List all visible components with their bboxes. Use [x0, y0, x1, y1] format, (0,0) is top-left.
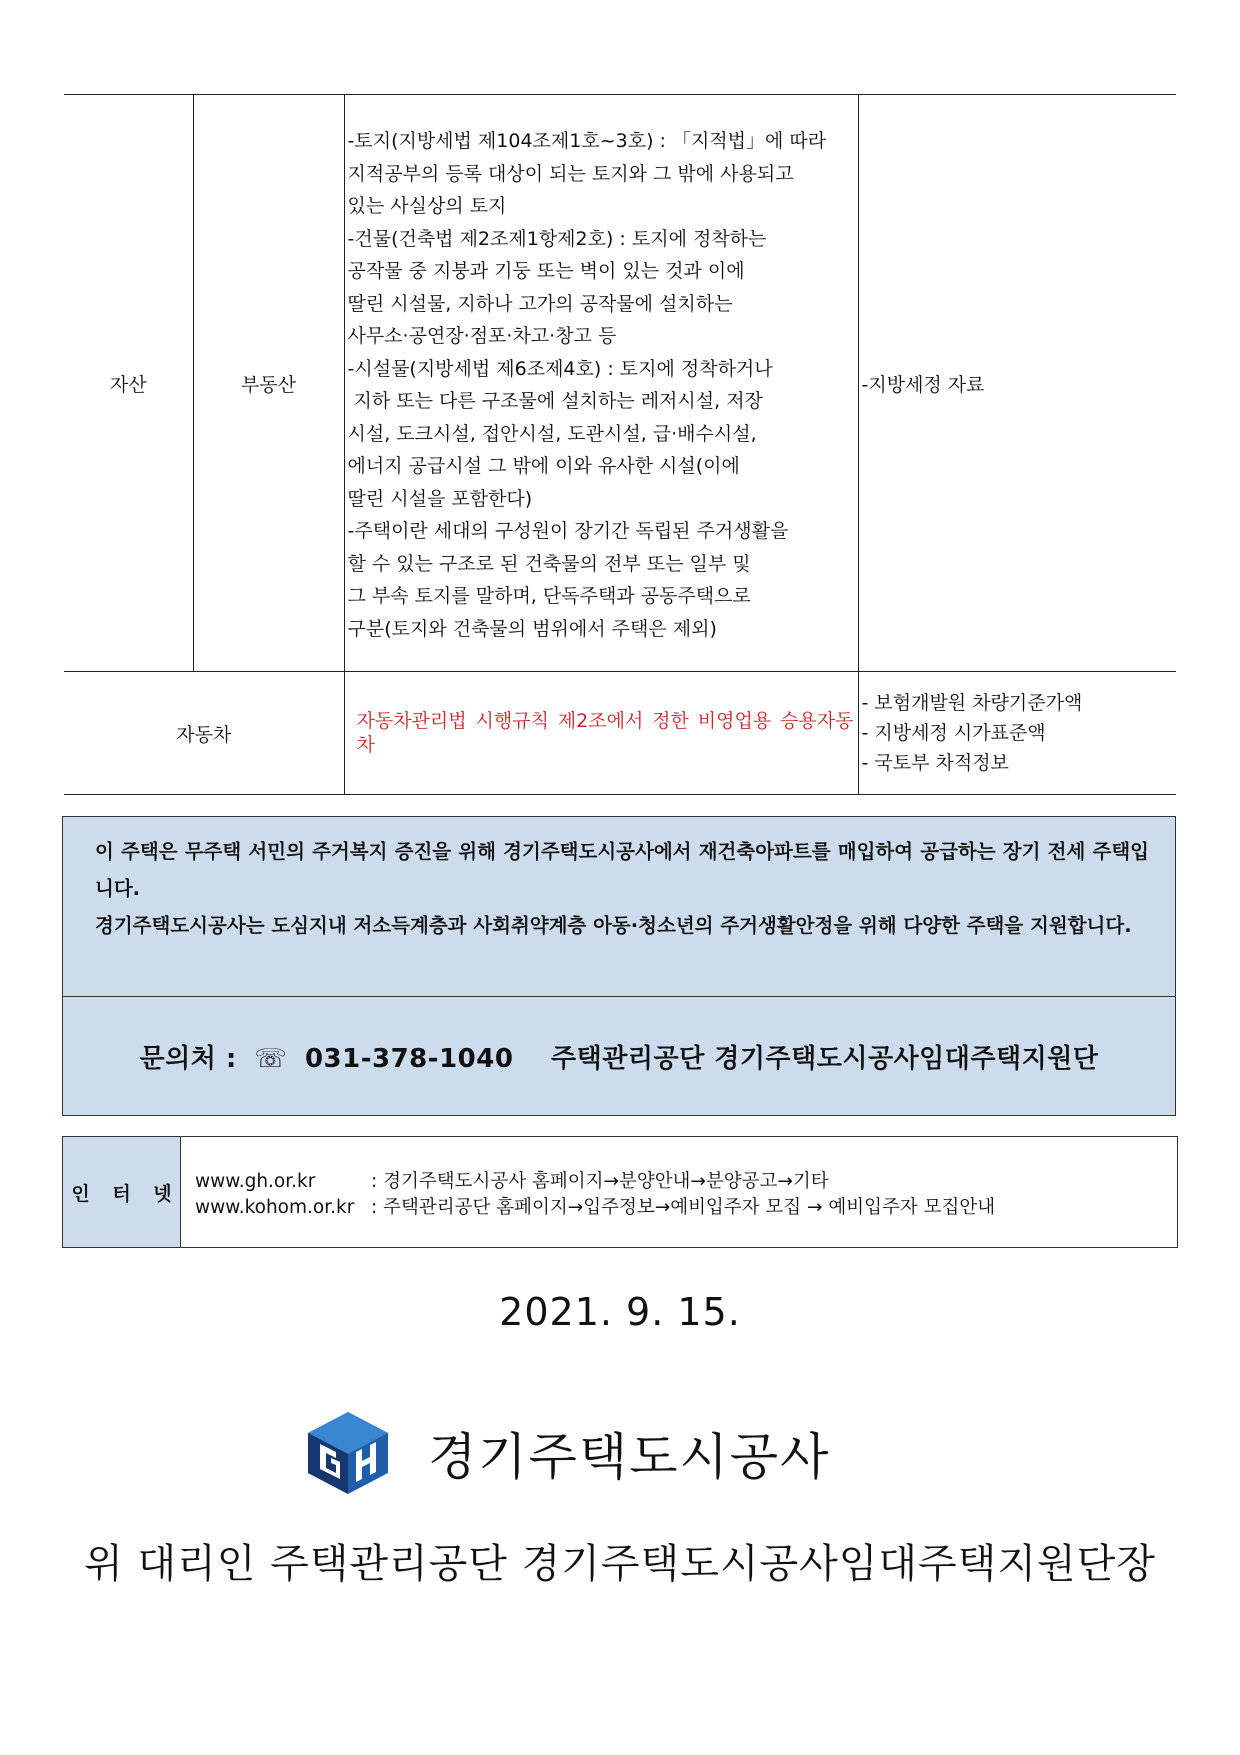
internet-row	[195, 1169, 995, 1195]
website-path: : 주택관리공단 홈페이지→입주정보→예비입주자 모집 → 예비입주자 모집안내	[371, 1197, 996, 1218]
description-line: 지적공부의 등록 대상이 되는 토지와 그 밖에 사용되고	[347, 162, 794, 185]
vehicle-source-item: - 지방세정 시가표준액	[861, 722, 1046, 744]
announcement-date: 2021. 9. 15.	[499, 1290, 741, 1334]
description-line: 에너지 공급시설 그 밖에 이와 유사한 시설(이에	[347, 455, 740, 477]
category-asset: 자산	[64, 95, 193, 672]
description-line: 구분(토지와 건축물의 범위에서 주택은 제외)	[347, 617, 717, 640]
description-line: -주택이란 세대의 구성원이 장기간 독립된 주거생활을	[347, 520, 789, 542]
subcategory-real-estate: 부동산	[193, 95, 344, 672]
vehicle-sources	[858, 672, 1176, 795]
description-line: -건물(건축법 제2조제1항제2호) : 토지에 정착하는	[347, 227, 767, 250]
vehicle-source-item: - 보험개발원 차량기준가액	[861, 692, 1083, 714]
company-name: 경기주택도시공사	[428, 1428, 831, 1486]
phone-number: 031-378-1040	[304, 1044, 514, 1074]
description-line: 있는 사실상의 토지	[347, 195, 507, 217]
internet-label: 인 터 넷	[63, 1137, 181, 1247]
description-line: 지하 또는 다른 구조물에 설치하는 레저시설, 저장	[347, 390, 763, 412]
notice-paragraph: 경기주택도시공사는 도심지내 저소득계층과 사회취약계층 아동·청소년의 주거생활안정을 위해 다양한 주택을 지원합니다.	[95, 914, 1132, 937]
company-logo	[304, 1410, 830, 1496]
description-line: 그 부속 토지를 말하며, 단독주택과 공동주택으로	[347, 585, 751, 607]
description-line: 딸린 시설을 포함한다)	[347, 487, 533, 510]
website-path: : 경기주택도시공사 홈페이지→분양안내→분양공고→기타	[371, 1171, 829, 1192]
real-estate-source: -지방세정 자료	[858, 95, 1176, 672]
description-line: 공작물 중 지붕과 기둥 또는 벽이 있는 것과 이에	[347, 260, 745, 282]
description-line: 할 수 있는 구조로 된 건축물의 전부 또는 일부 및	[347, 552, 751, 575]
vehicle-description: 자동차관리법 시행규칙 제2조에서 정한 비영업용 승용자동차	[344, 672, 858, 795]
notice-box	[62, 816, 1176, 1116]
internet-rows	[181, 1137, 995, 1247]
internet-row	[195, 1195, 995, 1221]
category-vehicle: 자동차	[64, 672, 344, 795]
description-line: 시설, 도크시설, 접안시설, 도관시설, 급·배수시설,	[347, 422, 757, 445]
notice-divider	[63, 996, 1175, 997]
description-line: -토지(지방세법 제104조제1호~3호) : 「지적법」에 따라	[347, 130, 827, 152]
internet-box	[62, 1136, 1178, 1248]
real-estate-description	[344, 95, 858, 672]
phone-icon: ☏	[254, 1044, 288, 1074]
description-line: 딸린 시설물, 지하나 고가의 공작물에 설치하는	[347, 292, 733, 315]
gh-logo-icon	[304, 1410, 392, 1496]
agent-signature: 위 대리인 주택관리공단 경기주택도시공사임대주택지원단장	[84, 1541, 1156, 1587]
asset-table	[64, 94, 1176, 795]
description-line: -시설물(지방세법 제6조제4호) : 토지에 정착하거나	[347, 357, 773, 380]
website-link[interactable]: www.gh.or.kr	[195, 1171, 316, 1192]
contact-line	[63, 1038, 1175, 1075]
website-link[interactable]: www.kohom.or.kr	[195, 1197, 355, 1218]
description-line: 사무소·공연장·점포·차고·창고 등	[347, 325, 617, 347]
vehicle-source-item: - 국토부 차적정보	[861, 752, 1009, 774]
notice-paragraph: 이 주택은 무주택 서민의 주거복지 증진을 위해 경기주택도시공사에서 재건축아파트를 매입하여 공급하는 장기 전세 주택입니다.	[95, 840, 1149, 900]
contact-label: 문의처 :	[139, 1044, 237, 1074]
contact-organization: 주택관리공단 경기주택도시공사임대주택지원단	[551, 1044, 1099, 1074]
notice-text	[95, 833, 1149, 944]
